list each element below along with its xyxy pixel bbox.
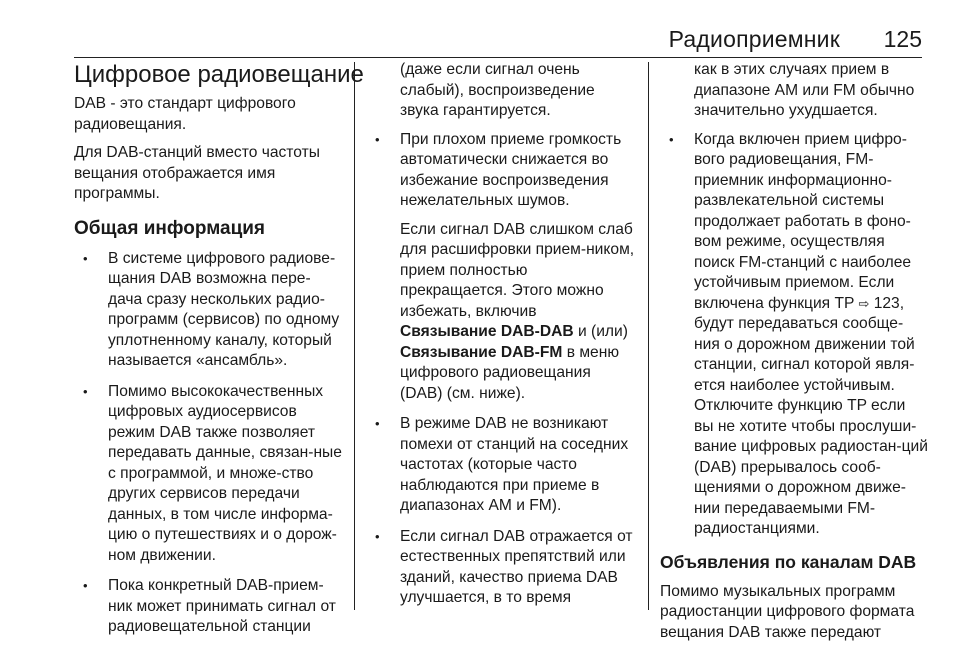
bullet-icon: • bbox=[83, 578, 88, 593]
page-header bbox=[0, 0, 960, 58]
bullet-icon: • bbox=[669, 131, 674, 147]
paragraph-text: Если сигнал DAB слишком слаб для расшифровки прием-ником, прием полностью прекращается. Этого можно избежать, включив bbox=[400, 220, 635, 320]
header-rule bbox=[74, 57, 922, 58]
bullet-icon: • bbox=[375, 528, 380, 544]
intro-paragraph-2: Для DAB-станций вместо частоты вещания отображается имя программы. bbox=[74, 144, 320, 202]
bullet-list bbox=[366, 130, 636, 609]
subheading-general: Общая информация bbox=[74, 217, 266, 239]
list-item bbox=[74, 382, 344, 567]
list-item-text: В режиме DAB не возникают помехи от станций на соседних частотах (которые часто наблюдаются при приеме в диапазонах AM и FM). bbox=[400, 415, 629, 514]
list-item-text: В системе цифрового радиове-щания DAB возможна пере-дача сразу нескольких радио-программ (сервисов) по одному уплотненному каналу, который называется «ансамбль». bbox=[108, 249, 340, 369]
list-item-text: Пока конкретный DAB-прием-ник может принимать сигнал от радиовещательной станции bbox=[108, 577, 336, 635]
list-item bbox=[366, 414, 636, 517]
page-reference-link[interactable]: 123 bbox=[873, 294, 900, 312]
continued-paragraph: как в этих случаях прием в диапазоне AM или FM обычно значительно ухудшается. bbox=[694, 61, 915, 119]
list-item bbox=[74, 249, 344, 372]
bullet-list bbox=[74, 249, 344, 638]
bullet-icon: • bbox=[83, 383, 88, 399]
list-item bbox=[366, 527, 636, 609]
column-1 bbox=[74, 60, 364, 648]
list-item-text: , будут передаваться сообще-ния о дорожном движении той станции, сигнал которой явля-ется наиболее устойчивым. Отключите функцию TP если вы не хотите чтобы прослуши-вание цифровых радиостан-ций (DAB) прерывалось сооб-щениями о дорожном движе-нии передаваемыми FM-радиостанциями. bbox=[694, 294, 928, 537]
subheading-dab-announcements: Объявления по каналам DAB bbox=[660, 551, 917, 572]
list-item-paragraph bbox=[400, 220, 636, 405]
bullet-icon: • bbox=[375, 131, 380, 147]
page-number: 125 bbox=[883, 26, 922, 52]
continued-paragraph: (даже если сигнал очень слабый), воспроизведение звука гарантируется. bbox=[400, 61, 595, 119]
paragraph-text: и (или) bbox=[573, 323, 628, 340]
intro-paragraph-1: DAB - это стандарт цифрового радиовещания. bbox=[74, 95, 296, 133]
continued-text bbox=[660, 60, 928, 122]
column-divider-2 bbox=[648, 62, 649, 610]
list-item-text: При плохом приеме громкость автоматически снижается во избежание воспроизведения нежелательных шумов. bbox=[400, 130, 622, 209]
announcements-paragraph: Помимо музыкальных программ радиостанции цифрового формата вещания DAB также передают bbox=[660, 582, 915, 641]
list-item bbox=[74, 576, 344, 638]
page-ref-arrow-icon: ⇨ bbox=[858, 295, 870, 311]
setting-dab-dab: Связывание DAB-DAB bbox=[400, 323, 574, 340]
list-item bbox=[660, 130, 928, 540]
paragraph-text: в меню цифрового радиовещания (DAB) (см. ниже). bbox=[400, 343, 620, 402]
section-title: Цифровое радиовещание bbox=[74, 61, 364, 88]
column-3 bbox=[660, 60, 928, 651]
continued-text bbox=[366, 60, 636, 122]
column-divider-1 bbox=[354, 62, 355, 610]
list-item-text: Если сигнал DAB отражается от естественных препятствий или зданий, качество приема DAB улучшается, в то время bbox=[400, 527, 633, 606]
list-item bbox=[366, 130, 636, 405]
list-item-text: Когда включен прием цифро-вого радиовещания, FM-приемник информационно-развлекательной системы продолжает работать в фоно-вом режиме, осуществляя поиск FM-станций с наиболее устойчивым приемом. Если включена функция TP bbox=[694, 130, 912, 312]
setting-dab-fm: Связывание DAB-FM bbox=[400, 343, 563, 361]
column-2 bbox=[366, 60, 636, 619]
bullet-list bbox=[660, 130, 928, 540]
bullet-icon: • bbox=[375, 416, 380, 431]
list-item-text: Помимо высококачественных цифровых аудиосервисов режим DAB также позволяет передавать данные, связан-ные с программой, и множе-ство других сервисов передачи данных, в том числе информа-цию о путешествиях и о дорож-ном движении. bbox=[108, 382, 342, 564]
header-title: Радиоприемник bbox=[668, 26, 840, 52]
bullet-icon: • bbox=[83, 250, 88, 266]
